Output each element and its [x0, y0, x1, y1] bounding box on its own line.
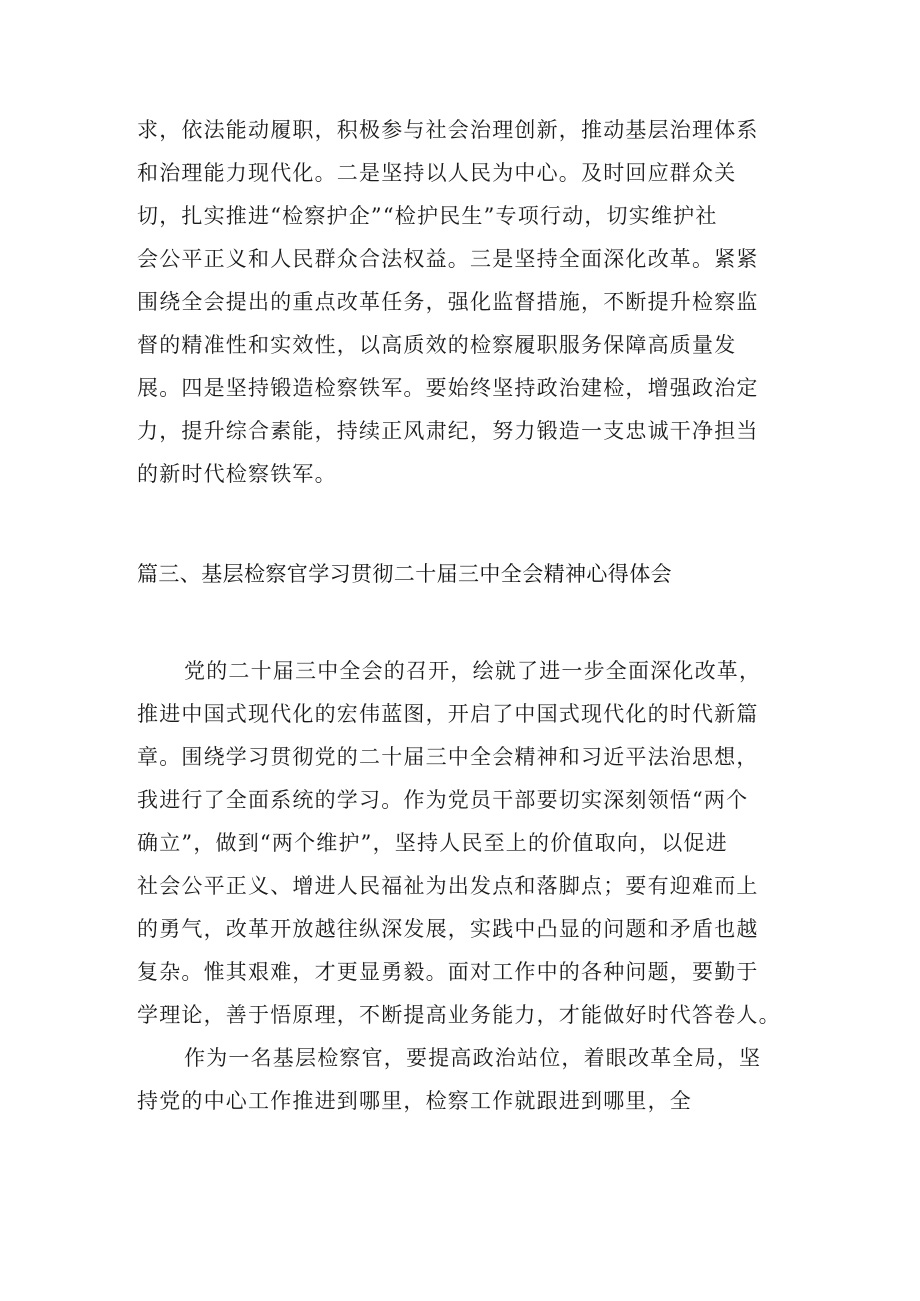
text-line: 学理论，善于悟原理，不断提高业务能力，才能做好时代答卷人。	[137, 1003, 781, 1027]
text-line: 确立”，做到“两个维护”，坚持人民至上的价值取向，以促进	[137, 831, 728, 855]
text-line: 求，依法能动履职，积极参与社会治理创新，推动基层治理体系	[137, 118, 759, 142]
text-line: 和治理能力现代化。二是坚持以人民为中心。及时回应群众关	[137, 161, 737, 185]
text-line: 的新时代检察铁军。	[137, 462, 337, 486]
text-line: 社会公平正义、增进人民福祉为出发点和落脚点；要有迎难而上	[137, 874, 759, 898]
text-line: 会公平正义和人民群众合法权益。三是坚持全面深化改革。紧紧	[137, 247, 759, 271]
text-line: 展。四是坚持锻造检察铁军。要始终坚持政治建检，增强政治定	[137, 376, 759, 400]
text-line: 督的精准性和实效性，以高质效的检察履职服务保障高质量发	[137, 333, 737, 357]
text-line: 党的二十届三中全会的召开，绘就了进一步全面深化改革，	[184, 659, 762, 683]
text-line: 推进中国式现代化的宏伟蓝图，开启了中国式现代化的时代新篇	[137, 702, 759, 726]
text-line: 章。围绕学习贯彻党的二十届三中全会精神和习近平法治思想，	[137, 745, 759, 769]
text-line: 力，提升综合素能，持续正风肃纪，努力锻造一支忠诚干净担当	[137, 419, 759, 443]
text-line: 的勇气，改革开放越往纵深发展，实践中凸显的问题和矛盾也越	[137, 917, 759, 941]
text-line: 作为一名基层检察官，要提高政治站位，着眼改革全局，坚	[184, 1046, 762, 1070]
text-line: 切，扎实推进“检察护企”“检护民生”专项行动，切实维护社	[137, 204, 718, 228]
text-line: 围绕全会提出的重点改革任务，强化监督措施，不断提升检察监	[137, 290, 759, 314]
section-heading: 篇三、基层检察官学习贯彻二十届三中全会精神心得体会	[137, 562, 672, 586]
text-line: 复杂。惟其艰难，才更显勇毅。面对工作中的各种问题，要勤于	[137, 960, 759, 984]
text-line: 我进行了全面系统的学习。作为党员干部要切实深刻领悟“两个	[137, 788, 749, 812]
text-line: 持党的中心工作推进到哪里，检察工作就跟进到哪里，全	[137, 1089, 692, 1113]
